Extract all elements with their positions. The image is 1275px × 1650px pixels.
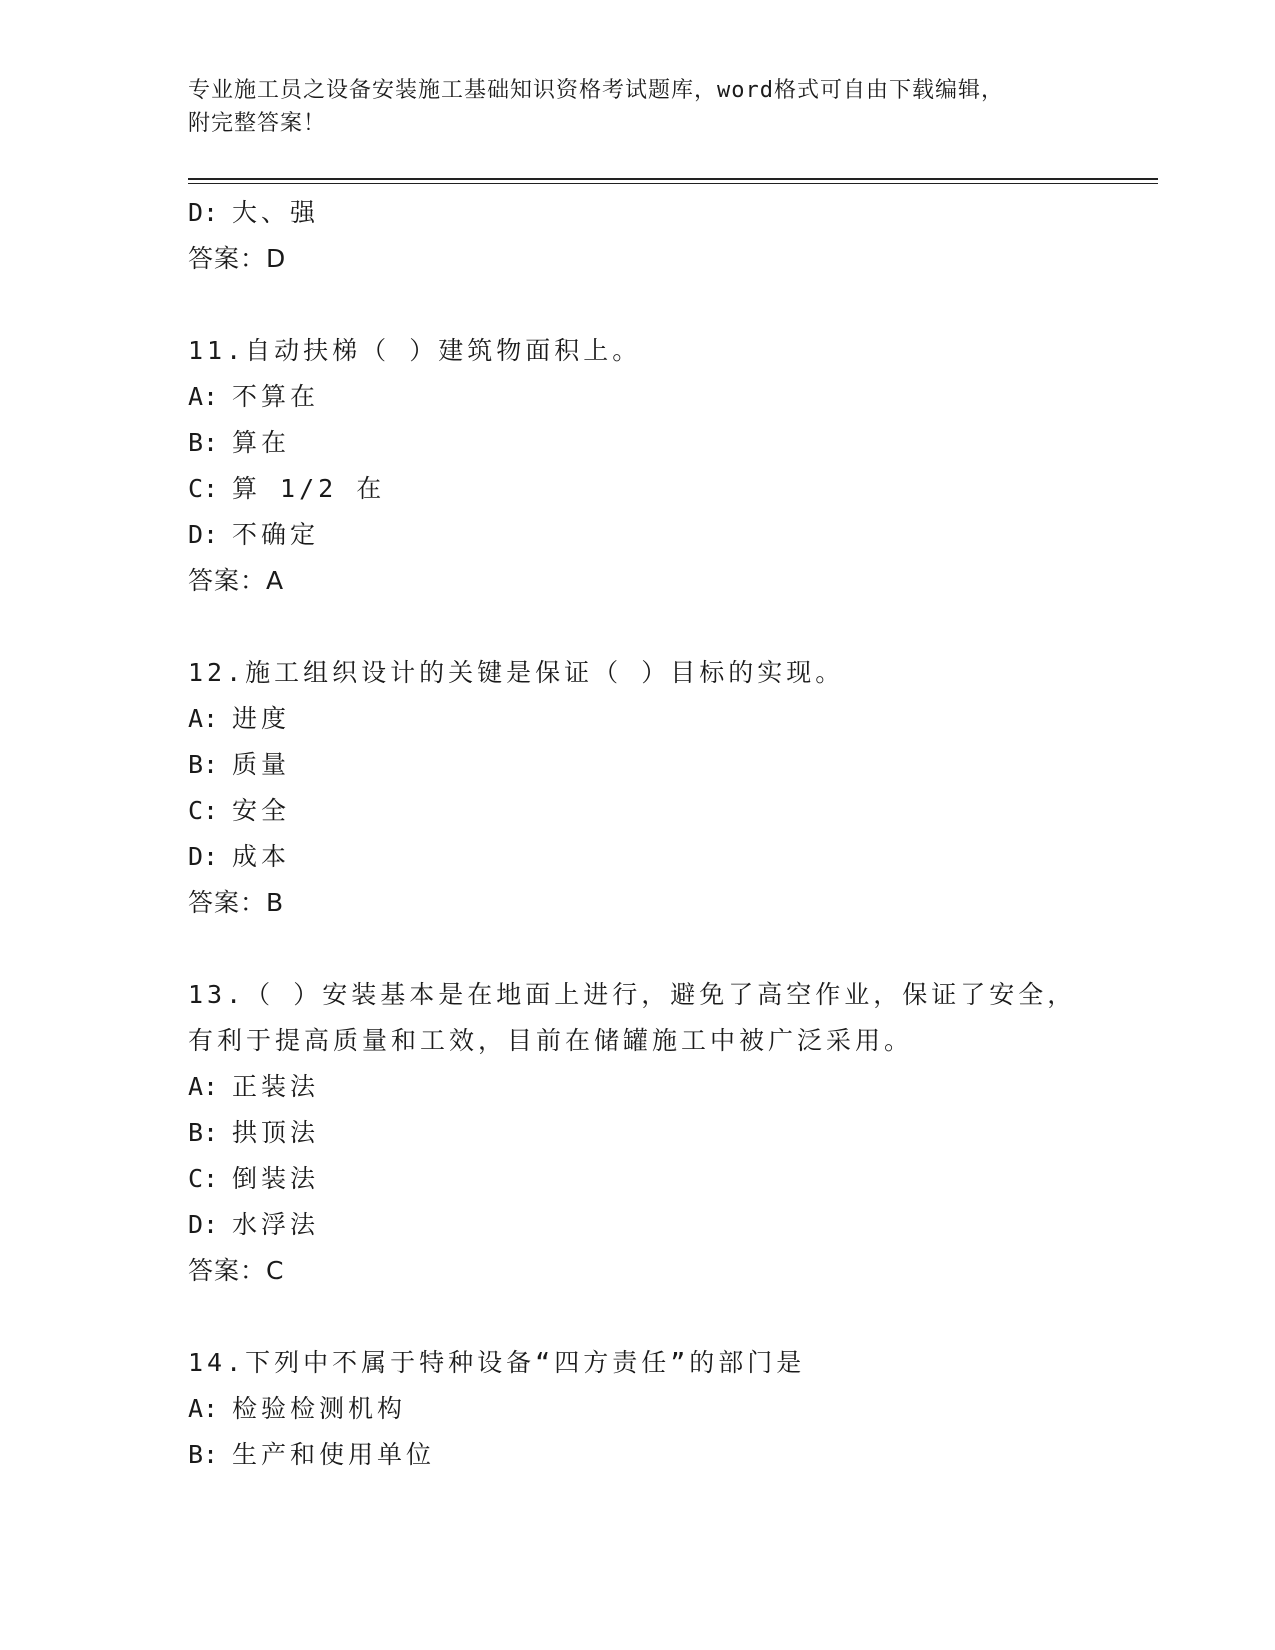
option-text: 大、强: [232, 198, 320, 227]
option-letter: D:: [188, 1210, 219, 1239]
answer: 答案：C: [188, 1256, 285, 1285]
option-text: 检验检测机构: [232, 1394, 407, 1423]
question-13: [188, 972, 1158, 1294]
option-a: [188, 1386, 1158, 1432]
option-letter: D:: [188, 198, 219, 227]
option-letter: A:: [188, 1394, 219, 1423]
header-divider-thin: [188, 183, 1158, 184]
header-divider-thick: [188, 178, 1158, 180]
question-11: [188, 328, 1158, 604]
option-a: [188, 1064, 1158, 1110]
option-letter: D:: [188, 520, 219, 549]
option-letter: A:: [188, 1072, 219, 1101]
question-14: [188, 1340, 1158, 1478]
answer-prev: 答案：D: [188, 244, 287, 273]
question-list: [188, 190, 1158, 1478]
option-b: [188, 1110, 1158, 1156]
spacer: [188, 1294, 1158, 1340]
option-a: [188, 696, 1158, 742]
option-letter: A:: [188, 382, 219, 411]
option-text: 质量: [232, 750, 291, 779]
option-text: 算在: [232, 428, 291, 457]
document-header: [188, 74, 1088, 140]
option-text: 拱顶法: [232, 1118, 320, 1147]
spacer: [188, 282, 1158, 328]
spacer: [188, 926, 1158, 972]
option-d: [188, 512, 1158, 558]
option-text: 算 1/2 在: [232, 474, 386, 503]
option-letter: D:: [188, 842, 219, 871]
answer: 答案：B: [188, 888, 285, 917]
option-letter: C:: [188, 474, 219, 503]
spacer: [188, 604, 1158, 650]
option-letter: C:: [188, 1164, 219, 1193]
option-d-prev: [188, 190, 1158, 236]
option-b: [188, 742, 1158, 788]
option-b: [188, 420, 1158, 466]
option-b: [188, 1432, 1158, 1478]
option-c: [188, 1156, 1158, 1202]
question-12: [188, 650, 1158, 926]
option-text: 成本: [232, 842, 291, 871]
question-stem: 14.下列中不属于特种设备“四方责任”的部门是: [188, 1348, 806, 1377]
question-stem-line-2: 有利于提高质量和工效，目前在储罐施工中被广泛采用。: [188, 1026, 914, 1055]
option-text: 倒装法: [232, 1164, 320, 1193]
option-c: [188, 466, 1158, 512]
option-text: 正装法: [232, 1072, 320, 1101]
option-c: [188, 788, 1158, 834]
option-text: 安全: [232, 796, 291, 825]
option-text: 进度: [232, 704, 291, 733]
header-line-1: 专业施工员之设备安装施工基础知识资格考试题库，word格式可自由下载编辑，: [188, 78, 1004, 103]
option-text: 生产和使用单位: [232, 1440, 436, 1469]
option-d: [188, 1202, 1158, 1248]
option-letter: B:: [188, 1118, 219, 1147]
option-a: [188, 374, 1158, 420]
option-text: 不确定: [232, 520, 320, 549]
question-stem: 12.施工组织设计的关键是保证（ ）目标的实现。: [188, 658, 845, 687]
question-stem: 11.自动扶梯（ ）建筑物面积上。: [188, 336, 642, 365]
option-letter: B:: [188, 750, 219, 779]
option-letter: A:: [188, 704, 219, 733]
option-d: [188, 834, 1158, 880]
answer: 答案：A: [188, 566, 285, 595]
option-text: 不算在: [232, 382, 320, 411]
header-line-2: 附完整答案！: [188, 111, 327, 136]
question-stem-line-1: 13.（ ）安装基本是在地面上进行，避免了高空作业，保证了安全，: [188, 980, 1077, 1009]
option-letter: C:: [188, 796, 219, 825]
option-letter: B:: [188, 428, 219, 457]
option-text: 水浮法: [232, 1210, 320, 1239]
option-letter: B:: [188, 1440, 219, 1469]
